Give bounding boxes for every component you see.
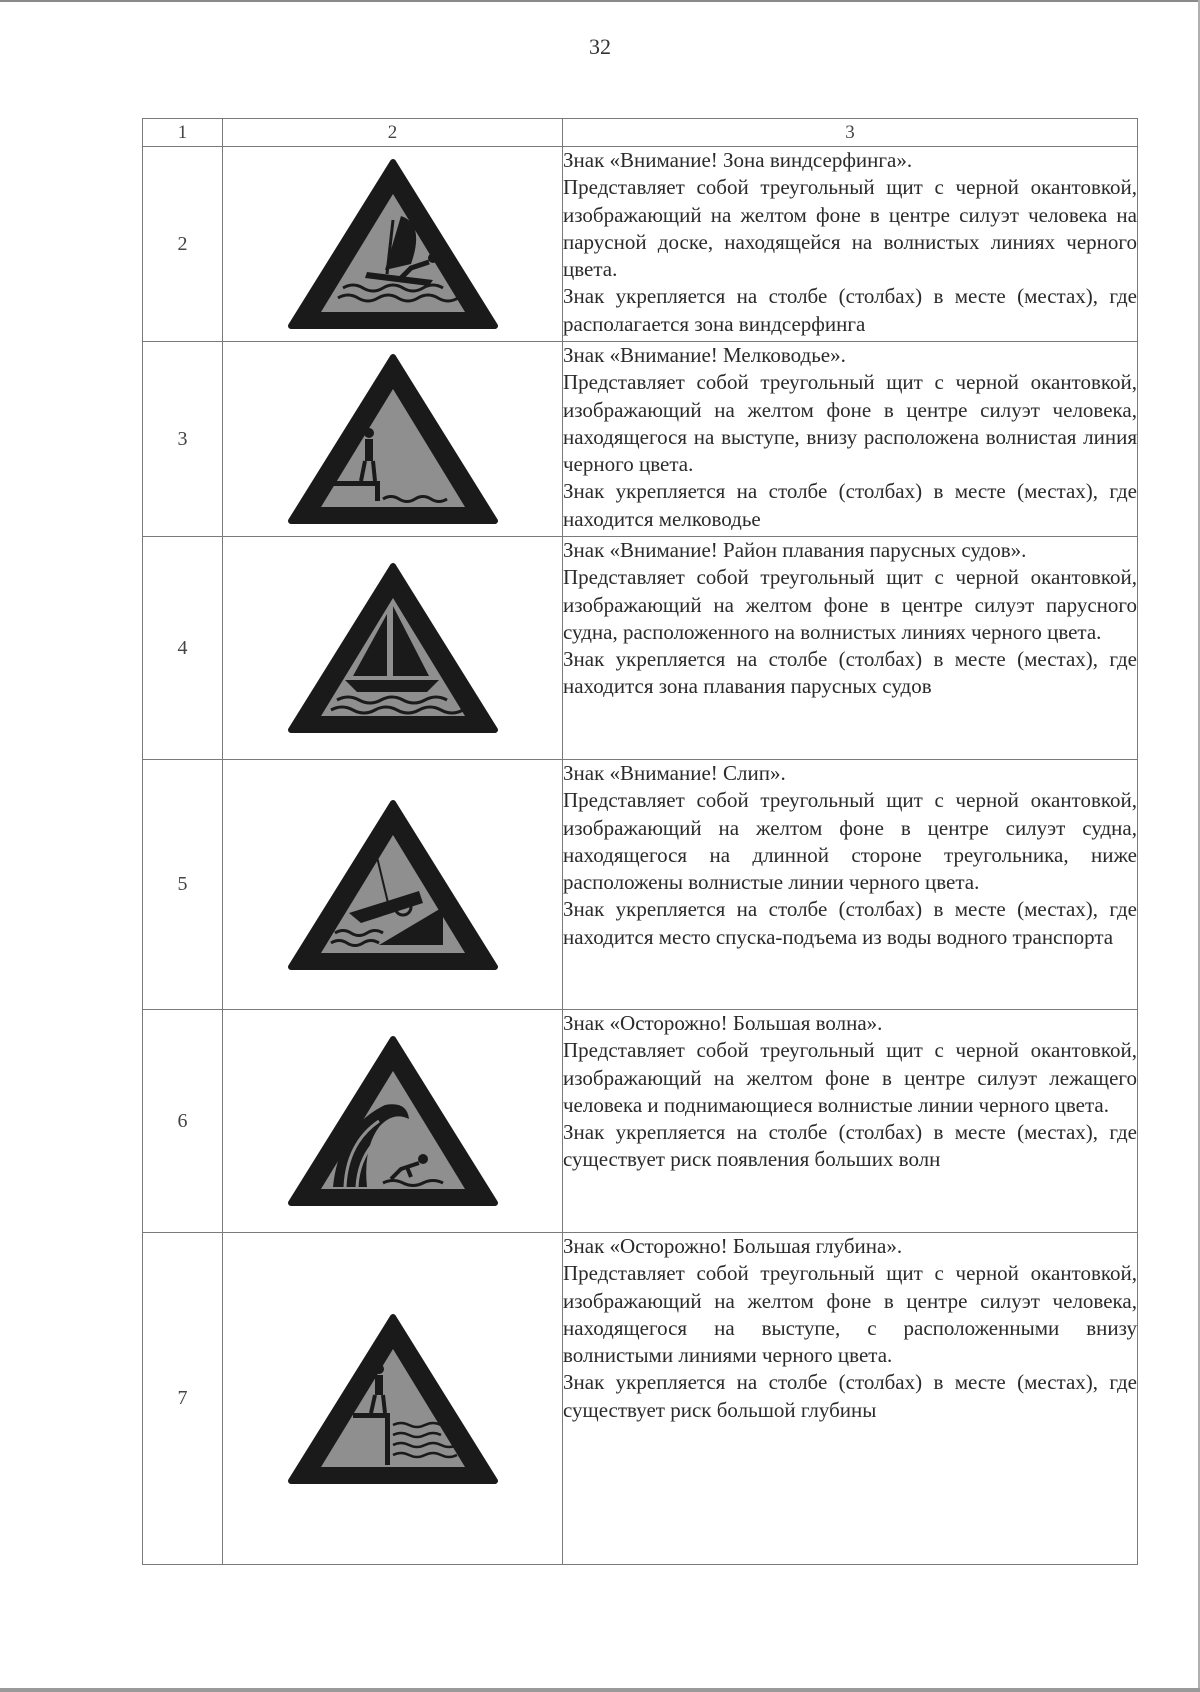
sign-placement-text: Знак укрепляется на столбе (столбах) в месте (местах), где находится зона плавания парусных судов xyxy=(563,647,1137,699)
sign-description-text: Представляет собой треугольный щит с черной окантовкой, изображающий на желтом фоне в центре силуэт человека, находящегося на выступе, с расположенными внизу волнистыми линиями черного цвета. xyxy=(563,1261,1137,1368)
sign-image-cell xyxy=(223,1010,563,1233)
sign-image-cell xyxy=(223,1233,563,1565)
sign-placement-text: Знак укрепляется на столбе (столбах) в месте (местах), где существует риск большой глубины xyxy=(563,1370,1137,1422)
sign-image-cell xyxy=(223,147,563,342)
sign-description-text: Представляет собой треугольный щит с черной окантовкой, изображающий на желтом фоне в центре силуэт человека, находящегося на выступе, внизу расположена волнистая линия черного цвета. xyxy=(563,370,1137,477)
sign-title: Знак «Осторожно! Большая глубина». xyxy=(563,1234,903,1258)
column-header-3: 3 xyxy=(563,119,1138,147)
table-row xyxy=(143,1233,1138,1565)
sign-title: Знак «Внимание! Район плавания парусных судов». xyxy=(563,538,1027,562)
table-row xyxy=(143,342,1138,537)
page-edge-bottom xyxy=(0,1688,1200,1692)
sign-placement-text: Знак укрепляется на столбе (столбах) в месте (местах), где находится мелководье xyxy=(563,479,1137,531)
table-row xyxy=(143,1010,1138,1233)
column-header-1: 1 xyxy=(143,119,223,147)
sign-title: Знак «Внимание! Слип». xyxy=(563,761,786,785)
sign-description-text: Представляет собой треугольный щит с черной окантовкой, изображающий на желтом фоне в центре силуэт человека на парусной доске, находящейся на волнистых линиях черного цвета. xyxy=(563,175,1137,282)
row-number: 2 xyxy=(143,147,223,342)
row-number: 4 xyxy=(143,537,223,760)
sign-title: Знак «Внимание! Зона виндсерфинга». xyxy=(563,148,913,172)
table-header-row xyxy=(143,119,1138,147)
page-edge-top xyxy=(0,0,1200,2)
page-number: 32 xyxy=(589,34,611,59)
sign-image-cell xyxy=(223,537,563,760)
sailing-area-warning-sign-icon xyxy=(283,558,503,738)
sign-description-text: Представляет собой треугольный щит с черной окантовкой, изображающий на желтом фоне в центре силуэт судна, находящегося на длинной стороне треугольника, ниже расположены волнистые линии черного цвета. xyxy=(563,788,1137,895)
sign-title: Знак «Осторожно! Большая волна». xyxy=(563,1011,883,1035)
table-row xyxy=(143,147,1138,342)
sign-placement-text: Знак укрепляется на столбе (столбах) в месте (местах), где существует риск появления больших волн xyxy=(563,1120,1137,1172)
sign-description-text: Представляет собой треугольный щит с черной окантовкой, изображающий на желтом фоне в центре силуэт лежащего человека и поднимающиеся волнистые линии черного цвета. xyxy=(563,1038,1137,1117)
sign-description xyxy=(563,1010,1138,1233)
deep-water-warning-sign-icon xyxy=(283,1309,503,1489)
sign-description xyxy=(563,342,1138,537)
sign-placement-text: Знак укрепляется на столбе (столбах) в месте (местах), где располагается зона виндсерфинга xyxy=(563,284,1137,336)
table-row xyxy=(143,760,1138,1010)
big-wave-warning-sign-icon xyxy=(283,1031,503,1211)
sign-description xyxy=(563,147,1138,342)
sign-description xyxy=(563,537,1138,760)
windsurfing-warning-sign-icon xyxy=(283,154,503,334)
table-row xyxy=(143,537,1138,760)
signs-table xyxy=(142,118,1138,1565)
sign-description xyxy=(563,1233,1138,1565)
slipway-warning-sign-icon xyxy=(283,795,503,975)
sign-placement-text: Знак укрепляется на столбе (столбах) в месте (местах), где находится место спуска-подъема из воды водного транспорта xyxy=(563,897,1137,949)
sign-title: Знак «Внимание! Мелководье». xyxy=(563,343,846,367)
shallow-water-warning-sign-icon xyxy=(283,349,503,529)
row-number: 6 xyxy=(143,1010,223,1233)
column-header-2: 2 xyxy=(223,119,563,147)
sign-image-cell xyxy=(223,342,563,537)
sign-image-cell xyxy=(223,760,563,1010)
row-number: 3 xyxy=(143,342,223,537)
sign-description-text: Представляет собой треугольный щит с черной окантовкой, изображающий на желтом фоне в центре силуэт парусного судна, расположенного на волнистых линиях черного цвета. xyxy=(563,565,1137,644)
sign-description xyxy=(563,760,1138,1010)
row-number: 7 xyxy=(143,1233,223,1565)
row-number: 5 xyxy=(143,760,223,1010)
